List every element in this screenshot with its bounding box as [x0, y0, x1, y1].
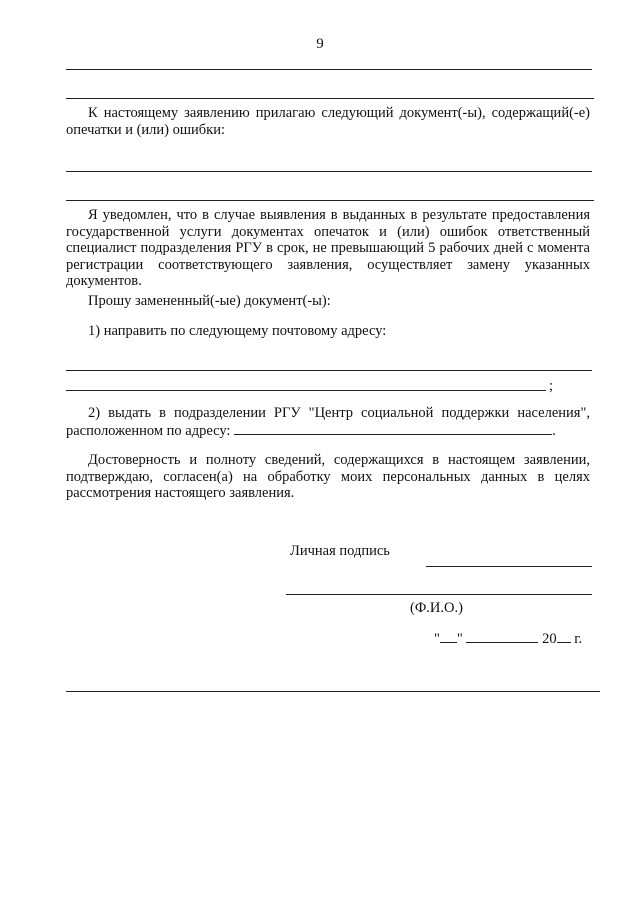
attachment-paragraph: К настоящему заявлению прилагаю следующий документ(-ы), содержащий(-е) опечатки и (или) ошибки:	[66, 105, 590, 138]
fio-line	[286, 594, 592, 595]
bottom-rule	[66, 691, 600, 692]
page-number: 9	[316, 36, 324, 52]
signature-label: Личная подпись	[290, 543, 390, 559]
office-address-end-mark: .	[552, 422, 556, 439]
postal-address-end-mark: ;	[549, 378, 554, 394]
fio-label: (Ф.И.О.)	[410, 600, 463, 616]
blank-line-top-1	[66, 69, 592, 70]
date-day-blank	[440, 630, 457, 643]
date-close-quote: "	[456, 631, 463, 647]
option-office-pickup	[66, 405, 590, 439]
option-postal-address: 1) направить по следующему почтовому адресу:	[88, 323, 387, 339]
date-open-quote: "	[434, 631, 440, 647]
date-month-blank	[466, 630, 538, 643]
consent-paragraph: Достоверность и полноту сведений, содержащихся в настоящем заявлении, подтверждаю, согласен(а) на обработку моих персональных данных в целях рассмотрения настоящего заявления.	[66, 452, 590, 501]
office-address-blank	[234, 422, 552, 435]
signature-line	[426, 566, 592, 567]
notification-paragraph: Я уведомлен, что в случае выявления в выданных в результате предоставления государственной услуги документах опечаток и (или) ошибок ответственный специалист подразделения РГУ в срок, не превышающий 5 рабочих дней с момента регистрации соответствующего заявления, осуществляет замену указанных документов.	[66, 207, 590, 289]
date-year-suffix: г.	[574, 631, 583, 647]
postal-address-line-1	[66, 370, 592, 371]
postal-address-line-2	[66, 390, 546, 391]
request-line: Прошу замененный(-ые) документ(-ы):	[88, 293, 331, 309]
date-year-prefix: 20	[542, 631, 557, 647]
option-office-pickup-text: 2) выдать в подразделении РГУ "Центр социальной поддержки населения", расположенном по адресу:	[66, 405, 590, 439]
date-line	[434, 630, 582, 648]
attachment-blank-line-2	[66, 200, 594, 201]
date-year-blank	[557, 630, 571, 643]
blank-line-top-2	[66, 98, 594, 99]
attachment-blank-line-1	[66, 171, 592, 172]
